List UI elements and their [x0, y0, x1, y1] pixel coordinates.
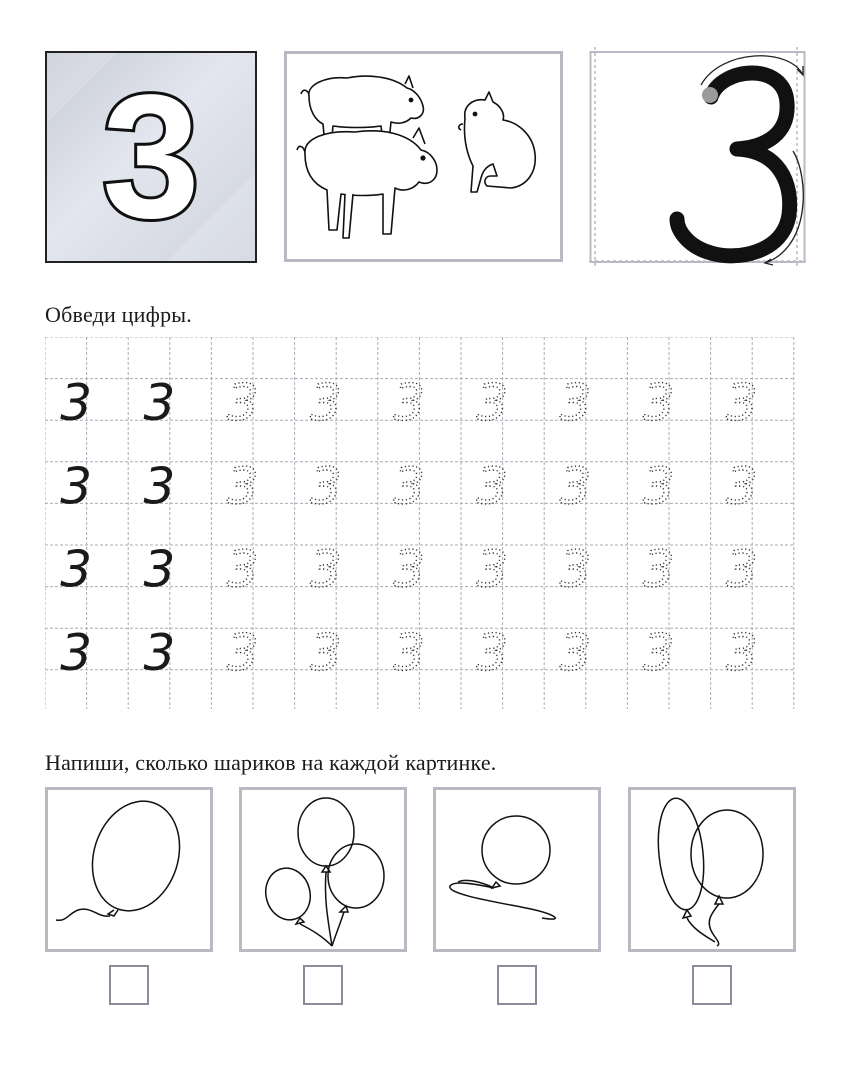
dotted-digit: 3 [226, 374, 259, 433]
dotted-digit: 3 [309, 374, 342, 433]
count-instruction: Напиши, сколько шариков на каждой картинке. [45, 750, 497, 775]
answer-box-1[interactable] [109, 965, 149, 1005]
dotted-digit: 3 [476, 623, 509, 682]
balloon-picture-2 [239, 787, 407, 952]
solid-digit: 3 [143, 374, 176, 433]
dotted-digit: 3 [393, 457, 425, 516]
balloon-bunch-icon [242, 790, 404, 949]
dotted-digit: 3 [309, 457, 342, 516]
dotted-digit: 3 [725, 457, 758, 516]
trace-instruction: Обведи цифры. [45, 302, 192, 327]
dotted-digit: 3 [226, 540, 259, 599]
dotted-digit: 3 [476, 540, 509, 599]
dotted-digit: 3 [476, 374, 509, 433]
dotted-digit: 3 [725, 623, 758, 682]
dotted-digit: 3 [559, 623, 592, 682]
digit-three-stroke [677, 73, 790, 256]
solid-digit: 3 [60, 540, 93, 599]
answer-box-4[interactable] [692, 965, 732, 1005]
stroke-guide [589, 47, 806, 269]
stroke-guide-illustration [589, 47, 806, 269]
dotted-digit: 3 [725, 374, 758, 433]
dotted-digit: 3 [309, 540, 342, 599]
dotted-digit: 3 [393, 540, 425, 599]
dotted-digit: 3 [642, 540, 675, 599]
dotted-digit: 3 [559, 374, 592, 433]
solid-digit: 3 [60, 374, 93, 433]
round-balloon-icon [436, 790, 598, 949]
big-digit: 3 [102, 59, 200, 255]
tracing-digits [60, 374, 757, 682]
pig-icon [297, 128, 437, 238]
balloon-pair-icon [631, 790, 793, 949]
pigs-picture [284, 51, 563, 262]
balloon-picture-4 [628, 787, 796, 952]
balloon-icon [48, 790, 210, 949]
balloon-picture-1 [45, 787, 213, 952]
pig-icon [459, 92, 535, 192]
solid-digit: 3 [143, 623, 176, 682]
answer-box-3[interactable] [497, 965, 537, 1005]
tracing-grid [45, 337, 800, 709]
stroke-start-dot [702, 87, 718, 103]
dotted-digit: 3 [642, 457, 675, 516]
dotted-digit: 3 [559, 540, 592, 599]
big-digit-card [45, 51, 257, 263]
solid-digit: 3 [143, 540, 176, 599]
dotted-digit: 3 [226, 623, 259, 682]
balloon-picture-3 [433, 787, 601, 952]
solid-digit: 3 [143, 457, 176, 516]
solid-digit: 3 [60, 457, 93, 516]
dotted-digit: 3 [309, 623, 342, 682]
answer-box-2[interactable] [303, 965, 343, 1005]
dotted-digit: 3 [559, 457, 592, 516]
dotted-digit: 3 [642, 374, 675, 433]
solid-digit: 3 [60, 623, 93, 682]
dotted-digit: 3 [476, 457, 509, 516]
dotted-digit: 3 [393, 374, 425, 433]
pigs-illustration [287, 54, 560, 259]
outlined-digit [47, 53, 255, 261]
dotted-digit: 3 [725, 540, 758, 599]
dotted-digit: 3 [393, 623, 425, 682]
dotted-digit: 3 [226, 457, 259, 516]
dotted-digit: 3 [642, 623, 675, 682]
